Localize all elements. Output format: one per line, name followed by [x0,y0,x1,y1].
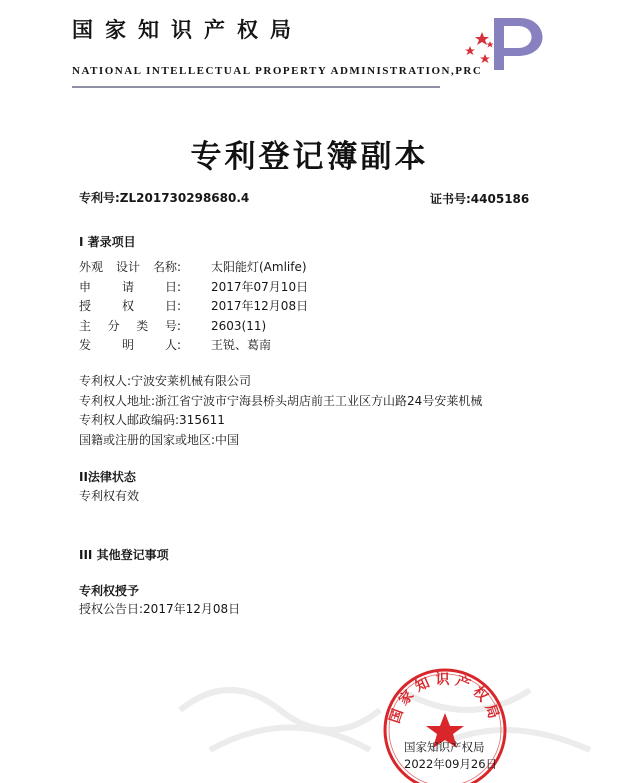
seal-date: 2022年09月26日 [404,757,498,771]
document-title: 专利登记簿副本 [190,139,429,175]
grant-announcement-date: 授权公告日:2017年12月08日 [79,602,241,616]
seal-ring-text: 国家知识产权局 [387,672,503,726]
certificate-number: 证书号:4405186 [430,192,530,206]
field-label-main-class: 主 分 类 号: [79,319,181,333]
section-3-heading: III 其他登记事项 [79,548,169,562]
field-value-inventor: 王锐、葛南 [211,338,272,352]
field-label-inventor: 发 明 人: [79,338,181,352]
section-1-heading: I 著录项目 [79,235,136,249]
org-name-cn: 国家知识产权局 [72,18,303,42]
field-value-application-date: 2017年07月10日 [211,280,309,294]
seal-issuer: 国家知识产权局 [404,740,485,754]
patent-number: 专利号:ZL201730298680.4 [79,191,250,205]
legal-status: 专利权有效 [79,489,140,503]
section-2-heading: II法律状态 [79,470,136,484]
nationality: 国籍或注册的国家或地区:中国 [79,433,240,447]
patentee-address: 专利权人地址:浙江省宁波市宁海县桥头胡店前王工业区方山路24号安莱机械 [79,394,483,408]
patentee-postcode: 专利权人邮政编码:315611 [79,413,225,427]
grant-subheading: 专利权授予 [79,584,140,598]
org-name-en: NATIONAL INTELLECTUAL PROPERTY ADMINISTRATION,PRC [72,65,483,77]
field-value-design-name: 太阳能灯(Amlife) [211,260,307,274]
field-label-design-name: 外观 设计 名称: [79,260,181,274]
field-label-grant-date: 授 权 日: [79,299,181,313]
header-divider [72,86,440,88]
field-value-main-class: 2603(11) [211,319,267,333]
field-label-application-date: 申 请 日: [79,280,181,294]
cnipa-logo [460,10,560,80]
patentee: 专利权人:宁波安莱机械有限公司 [79,374,252,388]
field-value-grant-date: 2017年12月08日 [211,299,309,313]
